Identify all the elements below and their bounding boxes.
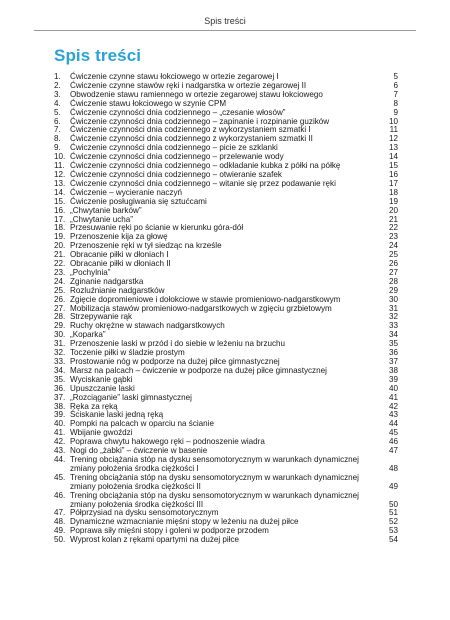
toc-entry-page: 10 (388, 116, 398, 126)
toc-entry-page: 14 (388, 152, 398, 162)
toc-entry-page: 8 (393, 98, 398, 108)
toc-entry-number: 20. (54, 241, 66, 251)
toc-entry-title: Ćwiczenie posługiwania się sztućcami (70, 196, 207, 206)
toc-entry-number: 25. (54, 285, 66, 295)
toc-entry-number: 4. (54, 98, 61, 108)
toc-entry-page: 30 (388, 294, 398, 304)
toc-entry-title: Upuszczanie laski (70, 383, 135, 393)
toc-entry-number: 27. (54, 303, 66, 313)
toc-entry-page: 18 (388, 187, 398, 197)
toc-entry (54, 492, 398, 510)
toc-entry-page: 43 (388, 410, 398, 420)
toc-entry-number: 11. (54, 161, 65, 171)
toc-entry-title: Obracanie piłki w dłoniach II (70, 259, 171, 269)
toc-entry-title: Przenoszenie ręki w tył siedząc na krześle (70, 241, 222, 251)
toc-entry-title: Prostowanie nóg w podporze na dużej piłce gimnastycznej (70, 357, 280, 366)
toc-entry-page: 31 (388, 303, 398, 313)
toc-entry-number: 17. (54, 214, 66, 224)
toc-entry-title: Ruchy okrężne w stawach nadgarstkowych (70, 321, 225, 331)
toc-entry-number: 5. (54, 107, 61, 117)
toc-entry-title: Wyciskanie gąbki (70, 374, 133, 384)
toc-entry-page: 33 (388, 321, 398, 331)
toc-entry-title: Ćwiczenie czynności dnia codziennego – zapinanie i rozpinanie guzików (70, 116, 330, 126)
toc-entry-title: Ćwiczenie – wycieranie naczyń (70, 187, 183, 197)
toc-entry-title: Zgięcie dopromieniowe i dołokciowe w stawie promieniowo-nadgarstkowym (70, 294, 341, 304)
toc-entry-title: Mobilizacja stawów promieniowo-nadgarstkowych w zgięciu grzbietowym (70, 303, 332, 313)
toc-entry-page: 16 (388, 169, 398, 179)
toc-entry-number: 19. (54, 232, 66, 242)
toc-list (54, 73, 398, 545)
toc-entry-page: 49 (388, 481, 398, 491)
toc-entry-number: 38. (54, 401, 66, 411)
toc-entry-page: 12 (388, 134, 398, 144)
toc-entry-page: 51 (388, 508, 398, 518)
toc-entry-number: 26. (54, 294, 66, 304)
toc-entry-title: Wyprost kolan z rękami opartymi na dużej piłce (70, 535, 240, 545)
toc-entry-title: „Rozciąganie” laski gimnastycznej (70, 392, 192, 402)
toc-entry-page: 46 (388, 437, 398, 447)
toc-entry-page: 24 (388, 241, 398, 251)
toc-entry-page: 50 (388, 499, 398, 509)
toc-entry-number: 13. (54, 178, 66, 188)
toc-entry-number: 49. (54, 526, 66, 536)
toc-entry-page: 53 (388, 526, 398, 536)
toc-entry-page: 19 (388, 196, 398, 206)
toc-entry-page: 6 (393, 80, 398, 90)
toc-entry-number: 48. (54, 517, 66, 527)
toc-entry-title: Zginanie nadgarstka (70, 276, 144, 286)
toc-entry-page: 15 (388, 161, 398, 171)
toc-entry-page: 45 (388, 428, 398, 438)
toc-entry-number: 14. (54, 187, 66, 197)
toc-entry-number: 6. (54, 116, 61, 126)
toc-entry-number: 33. (54, 357, 66, 366)
toc-entry-title: „Pochylnia” (70, 267, 111, 277)
toc-entry-title: Rozluźnianie nadgarstków (70, 285, 165, 295)
toc-entry-page: 5 (393, 72, 398, 81)
toc-entry-number: 3. (54, 89, 61, 99)
toc-entry-page: 20 (388, 205, 398, 215)
toc-entry-title: Poprawa chwytu hakowego ręki – podnoszenie wiadra (70, 437, 265, 447)
toc-entry-page: 23 (388, 232, 398, 242)
toc-entry-title: Ćwiczenie czynności dnia codziennego – odkładanie kubka z półki na półkę (70, 161, 341, 171)
toc-entry-title: Ćwiczenie czynności dnia codziennego – „czesanie włosów” (70, 107, 286, 117)
toc-entry-title: Ćwiczenie czynności dnia codziennego z wykorzystaniem szmatki II (70, 134, 313, 144)
toc-entry-page: 38 (388, 365, 398, 375)
toc-entry-page: 7 (393, 89, 398, 99)
toc-entry-title: „Chwytanie barków” (70, 205, 142, 215)
toc-entry (54, 456, 398, 474)
toc-entry-title: Ręka za ręką (70, 401, 118, 411)
toc-entry-page: 27 (388, 267, 398, 277)
toc-entry-page: 47 (388, 446, 398, 456)
toc-entry-number: 43. (54, 446, 66, 456)
toc-entry-page: 34 (388, 330, 398, 340)
toc-entry-page: 11 (389, 125, 398, 135)
toc-entry-page: 48 (388, 463, 398, 473)
toc-entry-number: 10. (54, 152, 66, 162)
toc-entry-page: 37 (388, 357, 398, 366)
page-title: Spis treści (54, 46, 142, 65)
toc-entry-page: 36 (388, 348, 398, 358)
toc-entry-number: 30. (54, 330, 66, 340)
toc-entry-number: 31. (54, 339, 66, 349)
toc-entry-number: 7. (54, 125, 61, 135)
toc-entry-page: 25 (388, 250, 398, 260)
toc-entry-number: 39. (54, 410, 66, 420)
toc-entry-title: Trening obciążania stóp na dysku sensomotorycznym w warunkach dynamicznej zmiany położenia środka ciężkości I (70, 454, 359, 473)
toc-entry-page: 32 (388, 312, 398, 322)
toc-entry-title: Trening obciążania stóp na dysku sensomotorycznym w warunkach dynamicznej zmiany położenia środka ciężkości II (70, 472, 359, 491)
toc-entry-page: 39 (388, 374, 398, 384)
toc-entry-number: 44. (54, 454, 66, 464)
toc-entry-title: Ćwiczenie czynności dnia codziennego – picie ze szklanki (70, 143, 278, 153)
toc-entry-title: Obracanie piłki w dłoniach I (70, 250, 169, 260)
toc-entry-number: 2. (54, 80, 61, 90)
toc-entry-number: 35. (54, 374, 66, 384)
toc-entry-page: 21 (388, 214, 398, 224)
toc-entry-number: 9. (54, 143, 61, 153)
toc-entry-page: 17 (388, 178, 398, 188)
toc-entry-page: 44 (388, 419, 398, 429)
toc-entry-title: Obwodzenie stawu ramiennego w ortezie zegarowej stawu łokciowego (70, 89, 323, 99)
toc-entry-title: Półprzysiad na dysku sensomotorycznym (70, 508, 219, 518)
toc-entry-number: 1. (54, 72, 61, 81)
toc-entry-number: 12. (54, 169, 66, 179)
toc-entry-title: Ćwiczenie czynne stawów ręki i nadgarstka w ortezie zegarowej II (70, 80, 307, 90)
toc-entry-title: Poprawa siły mięśni stopy i goleni w podporze przodem (70, 526, 269, 536)
toc-entry-title: Strzepywanie rąk (70, 312, 133, 322)
header-divider (34, 30, 416, 31)
toc-entry (54, 474, 398, 492)
toc-entry-page: 9 (393, 107, 398, 117)
toc-entry-number: 45. (54, 472, 66, 482)
toc-entry-page: 13 (388, 143, 398, 153)
toc-entry-number: 40. (54, 419, 66, 429)
toc-entry (54, 536, 398, 545)
toc-entry-title: Trening obciążania stóp na dysku sensomotorycznym w warunkach dynamicznej zmiany położenia środka ciężkości III (70, 490, 359, 509)
toc-entry-title: Wbijanie gwoździ (70, 428, 133, 438)
toc-entry-number: 47. (54, 508, 66, 518)
toc-entry-page: 40 (388, 383, 398, 393)
toc-entry-title: Ćwiczenie czynne stawu łokciowego w ortezie zegarowej I (70, 72, 279, 81)
toc-entry-title: Nogi do „żabki” – ćwiczenie w basenie (70, 446, 208, 456)
toc-entry-page: 42 (388, 401, 398, 411)
toc-entry-number: 34. (54, 365, 66, 375)
toc-entry-page: 22 (388, 223, 398, 233)
toc-entry-number: 50. (54, 535, 66, 545)
toc-entry-page: 41 (388, 392, 398, 402)
toc-entry-number: 24. (54, 276, 66, 286)
toc-entry-number: 37. (54, 392, 66, 402)
toc-entry-title: Ściskanie laski jedną ręką (70, 410, 164, 420)
toc-entry-page: 52 (388, 517, 398, 527)
toc-entry-number: 32. (54, 348, 66, 358)
toc-entry-number: 28. (54, 312, 66, 322)
toc-entry-title: Dynamiczne wzmacnianie mięśni stopy w leżeniu na dużej piłce (70, 517, 299, 527)
toc-entry-number: 16. (54, 205, 66, 215)
toc-entry-title: Marsz na palcach – ćwiczenie w podporze na dużej piłce gimnastycznej (70, 365, 327, 375)
toc-entry-title: Ćwiczenie stawu łokciowego w szynie CPM (70, 98, 227, 108)
toc-entry-page: 26 (388, 259, 398, 269)
toc-entry-page: 35 (388, 339, 398, 349)
running-header: Spis treści (204, 16, 246, 26)
toc-entry-title: Ćwiczenie czynności dnia codziennego z wykorzystaniem szmatki I (70, 125, 311, 135)
toc-entry-title: Pompki na palcach w oparciu na ścianie (70, 419, 214, 429)
toc-entry-title: Ćwiczenie czynności dnia codziennego – przelewanie wody (70, 152, 284, 162)
toc-entry-title: Ćwiczenie czynności dnia codziennego – otwieranie szafek (70, 169, 282, 179)
toc-entry-number: 42. (54, 437, 66, 447)
toc-entry-page: 29 (388, 285, 398, 295)
toc-entry-title: Przenoszenie laski w przód i do siebie w leżeniu na brzuchu (70, 339, 286, 349)
toc-entry-number: 15. (54, 196, 66, 206)
toc-entry-title: Toczenie piłki w śladzie prostym (70, 348, 185, 358)
toc-entry-title: Ćwiczenie czynności dnia codziennego – witanie się przez podawanie ręki (70, 178, 336, 188)
toc-entry-number: 29. (54, 321, 66, 331)
toc-entry-page: 54 (388, 535, 398, 545)
toc-entry-number: 21. (54, 250, 66, 260)
toc-entry-number: 18. (54, 223, 66, 233)
toc-entry-title: Przenoszenie kija za głowę (70, 232, 168, 242)
toc-entry-title: „Koparka” (70, 330, 106, 340)
toc-entry-number: 41. (54, 428, 66, 438)
toc-entry-number: 36. (54, 383, 66, 393)
toc-entry-number: 8. (54, 134, 61, 144)
toc-entry-title: Przesuwanie ręki po ścianie w kierunku góra-dół (70, 223, 244, 233)
toc-entry-number: 22. (54, 259, 66, 269)
toc-entry-number: 23. (54, 267, 66, 277)
toc-entry-number: 46. (54, 490, 66, 500)
toc-entry-title: „Chwytanie ucha” (70, 214, 133, 224)
toc-entry-page: 28 (388, 276, 398, 286)
